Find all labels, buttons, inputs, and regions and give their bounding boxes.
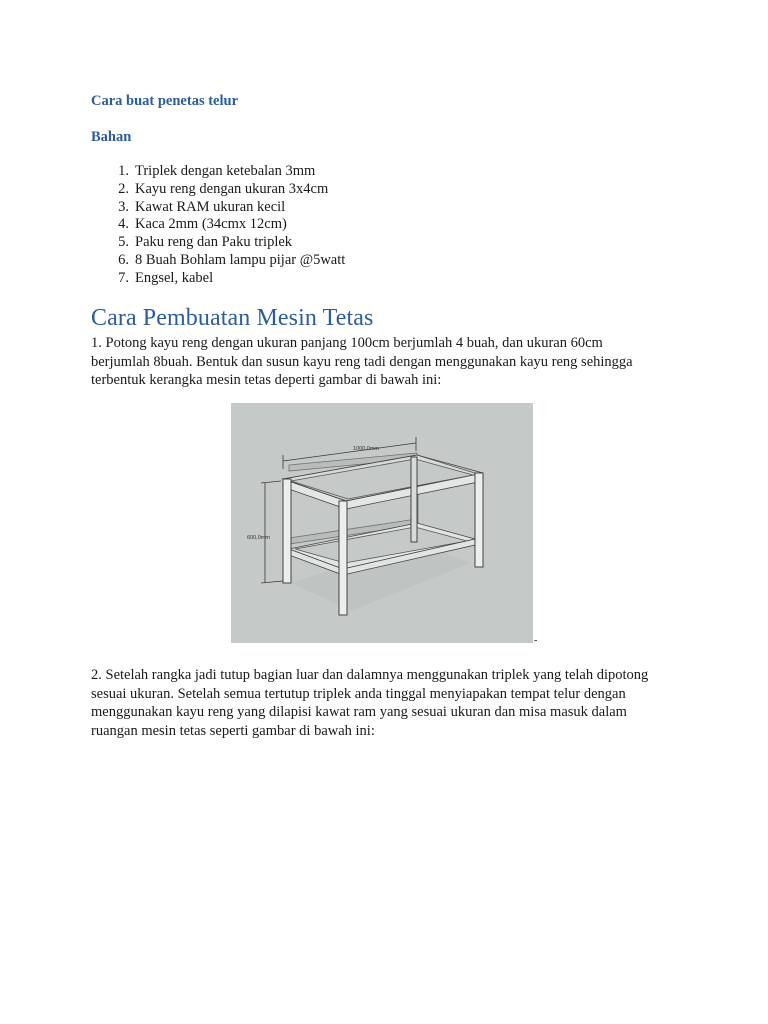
main-heading: Cara Pembuatan Mesin Tetas: [91, 305, 374, 331]
list-item: 1. Triplek dengan ketebalan 3mm: [118, 163, 316, 179]
text-line: terbentuk kerangka mesin tetas deperti gambar di bawah ini:: [91, 372, 442, 389]
paragraph-step-2: [91, 666, 691, 740]
list-item: 3. Kawat RAM ukuran kecil: [118, 198, 286, 215]
paragraph-step-1: [91, 334, 691, 390]
text-line: sesuai ukuran. Setelah semua tertutup triplek anda tinggal menyiapakan tempat telur dengan: [91, 685, 626, 702]
text-line: berjumlah 8buah. Bentuk dan susun kayu reng tadi dengan menggunakan kayu reng sehingga: [91, 353, 633, 370]
document-title: Cara buat penetas telur: [91, 93, 239, 109]
section-heading-bahan: Bahan: [91, 129, 132, 145]
list-item: 6. 8 Buah Bohlam lampu pijar @5watt: [118, 251, 346, 268]
materials-list: [91, 163, 345, 288]
text-line: 1. Potong kayu reng dengan ukuran panjang 100cm berjumlah 4 buah, dan ukuran 60cm: [91, 335, 603, 351]
dimension-height-label: 600,0mm: [247, 535, 270, 541]
list-item: 2. Kayu reng dengan ukuran 3x4cm: [118, 180, 329, 197]
text-line: 2. Setelah rangka jadi tutup bagian luar dan dalamnya menggunakan triplek yang telah dipotong: [91, 667, 649, 683]
dimension-width-label: 1000,0mm: [353, 446, 379, 452]
frame-diagram-figure: [231, 403, 533, 643]
figure-trailing-mark: -: [534, 635, 538, 646]
list-item: 4. Kaca 2mm (34cmx 12cm): [118, 216, 287, 233]
text-line: ruangan mesin tetas seperti gambar di bawah ini:: [91, 722, 375, 739]
list-item: 5. Paku reng dan Paku triplek: [118, 234, 293, 251]
table-frame-illustration: [231, 403, 533, 643]
list-item: 7. Engsel, kabel: [118, 269, 214, 286]
text-line: menggunakan kayu reng yang dilapisi kawat ram yang sesuai ukuran dan misa masuk dalam: [91, 704, 627, 721]
